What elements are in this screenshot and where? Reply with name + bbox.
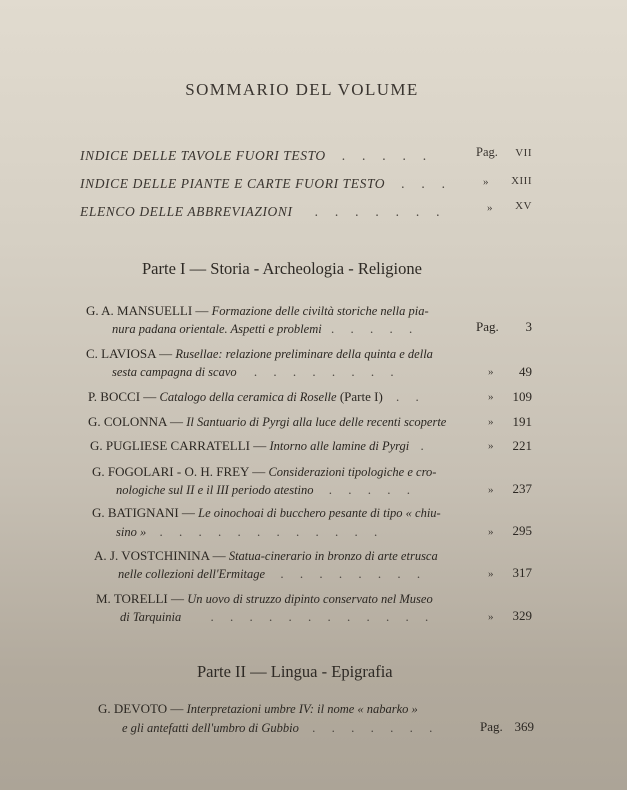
toc-entry-continuation <box>118 566 420 582</box>
leader-dots: . . . . . . . . . . . . <box>159 524 378 539</box>
volume-title: SOMMARIO DEL VOLUME <box>185 80 419 99</box>
toc-entry <box>86 346 433 362</box>
page-number: 237 <box>512 481 532 496</box>
toc-entry <box>94 548 438 564</box>
toc-entry-continuation <box>112 364 394 380</box>
page-number: XV <box>515 200 532 212</box>
toc-entry <box>92 505 441 521</box>
page-ref: Pag. <box>480 719 503 734</box>
entry-author: G. DEVOTO — <box>98 701 184 716</box>
entry-title: Formazione delle civiltà storiche nella pia- <box>211 304 429 318</box>
page-ref: » <box>488 391 494 403</box>
entry-title: di Tarquinia <box>120 610 182 624</box>
entry-author: A. J. VOSTCHININA — <box>94 548 226 563</box>
leader-dots: . . . . . . . . . . . . <box>210 609 429 624</box>
toc-entry <box>90 438 424 454</box>
front-matter-item <box>80 204 439 220</box>
front-matter-label: ELENCO DELLE ABBREVIAZIONI <box>80 204 293 219</box>
page-number: 295 <box>512 523 532 538</box>
page-number: 369 <box>514 719 534 734</box>
page-ref: » <box>488 440 494 452</box>
page-ref: Pag. <box>476 145 498 159</box>
entry-author: C. LAVIOSA — <box>86 346 173 361</box>
leader-dots: . . <box>396 389 419 404</box>
page-number: 49 <box>519 364 532 379</box>
page-number: XIII <box>511 175 532 187</box>
leader-dots: . . . . . . . <box>312 720 433 735</box>
page-number: 329 <box>512 608 532 623</box>
entry-title: Le oinochoai di bucchero pesante di tipo « chiu- <box>198 506 441 520</box>
page-ref: » <box>488 526 494 538</box>
toc-entry <box>92 464 436 480</box>
entry-author: P. BOCCI — <box>88 389 157 404</box>
leader-dots: . . . . . <box>328 482 411 497</box>
page-ref: » <box>488 568 494 580</box>
page-number: 221 <box>512 438 532 453</box>
page-ref: » <box>487 202 493 214</box>
toc-entry <box>98 701 418 717</box>
page-ref: » <box>488 611 494 623</box>
entry-title: Catalogo della ceramica di Roselle <box>159 390 337 404</box>
front-matter-item <box>80 148 426 164</box>
leader-dots: . . . <box>401 176 446 191</box>
entry-title: Un uovo di struzzo dipinto conservato nel Museo <box>187 592 433 606</box>
entry-author: G. PUGLIESE CARRATELLI — <box>90 438 267 453</box>
entry-title: Considerazioni tipologiche e cro- <box>268 465 437 479</box>
toc-entry-continuation <box>120 609 428 625</box>
toc-entry-continuation <box>112 321 412 337</box>
entry-title: sesta campagna di scavo <box>112 365 237 379</box>
toc-entry <box>88 414 446 430</box>
entry-title: Rusellae: relazione preliminare della quinta e della <box>175 347 433 361</box>
toc-entry-continuation <box>122 720 432 736</box>
entry-title: nologiche sul II e il III periodo atestino <box>116 483 314 497</box>
page-ref: Pag. <box>476 319 499 334</box>
entry-author: M. TORELLI — <box>96 591 184 606</box>
entry-title-suffix: (Parte I) <box>339 389 383 404</box>
page-number: 109 <box>512 389 532 404</box>
leader-dots: . . . . . . . . <box>280 566 421 581</box>
leader-dots: . . . . . . . <box>314 204 440 219</box>
page-ref: » <box>488 416 494 428</box>
toc-entry-continuation <box>116 524 377 540</box>
toc-entry <box>86 303 429 319</box>
entry-title: Interpretazioni umbre IV: il nome « nabarko » <box>186 702 418 716</box>
entry-author: G. A. MANSUELLI — <box>86 303 209 318</box>
front-matter-item <box>80 176 445 192</box>
part-heading: Parte II — Lingua - Epigrafia <box>197 662 393 681</box>
entry-title: nelle collezioni dell'Ermitage <box>118 567 266 581</box>
entry-author: G. BATIGNANI — <box>92 505 195 520</box>
leader-dots: . <box>420 438 424 453</box>
page-ref: » <box>488 366 494 378</box>
entry-author: G. FOGOLARI - O. H. FREY — <box>92 464 266 479</box>
entry-title: e gli antefatti dell'umbro di Gubbio <box>122 721 299 735</box>
entry-title: Il Santuario di Pyrgi alla luce delle recenti scoperte <box>186 415 447 429</box>
page-number: VII <box>515 147 532 159</box>
entry-title: sino » <box>116 525 147 539</box>
page-number: 191 <box>512 414 532 429</box>
leader-dots: . . . . . <box>330 321 413 336</box>
part-heading: Parte I — Storia - Archeologia - Religione <box>142 259 422 278</box>
leader-dots: . . . . . . . . <box>253 364 394 379</box>
page-ref: » <box>488 484 494 496</box>
toc-entry <box>88 389 419 405</box>
entry-title: nura padana orientale. Aspetti e problemi <box>112 322 322 336</box>
leader-dots: . . . . . <box>341 148 427 163</box>
entry-title: Intorno alle lamine di Pyrgi <box>269 439 410 453</box>
page-number: 317 <box>512 565 532 580</box>
toc-entry <box>96 591 433 607</box>
page-number: 3 <box>525 319 532 334</box>
front-matter-label: INDICE DELLE TAVOLE FUORI TESTO <box>80 148 326 163</box>
front-matter-label: INDICE DELLE PIANTE E CARTE FUORI TESTO <box>80 176 386 191</box>
entry-author: G. COLONNA — <box>88 414 183 429</box>
entry-title: Statua-cinerario in bronzo di arte etrusca <box>228 549 438 563</box>
toc-entry-continuation <box>116 482 410 498</box>
page-ref: » <box>483 176 489 188</box>
